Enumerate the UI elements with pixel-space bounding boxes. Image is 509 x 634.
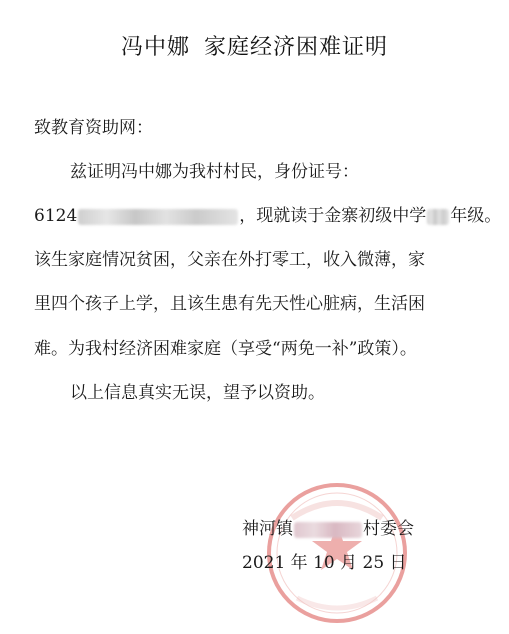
id-number-prefix: 6124 bbox=[34, 206, 78, 226]
signature-committee: 村委会 bbox=[363, 519, 414, 539]
body-line-5: 难。为我村经济困难家庭（享受“两免一补”政策）。 bbox=[34, 339, 417, 359]
page-title bbox=[0, 30, 509, 61]
title-name: 冯中娜 bbox=[120, 35, 190, 60]
salutation: 致教育资助网： bbox=[34, 118, 153, 138]
signature-town: 神河镇 bbox=[242, 519, 293, 539]
redacted-id-number bbox=[78, 209, 238, 225]
body-line-2 bbox=[34, 206, 501, 226]
title-text: 家庭经济困难证明 bbox=[204, 35, 389, 60]
body-line-4: 里四个孩子上学，且该生患有先天性心脏病，生活困 bbox=[34, 294, 425, 314]
redacted-grade bbox=[427, 209, 449, 225]
school-text: ，现就读于金寨初级中学 bbox=[239, 206, 427, 226]
redacted-village-name bbox=[294, 522, 362, 538]
body-line-1: 兹证明冯中娜为我村村民，身份证号： bbox=[70, 162, 359, 182]
issue-date: 2021 年 10 月 25 日 bbox=[242, 553, 407, 573]
grade-text: 年级。 bbox=[450, 206, 502, 226]
closing-line: 以上信息真实无误，望予以资助。 bbox=[70, 383, 325, 403]
signature-line bbox=[242, 519, 414, 539]
body-line-3: 该生家庭情况贫困，父亲在外打零工，收入微薄，家 bbox=[34, 250, 425, 270]
